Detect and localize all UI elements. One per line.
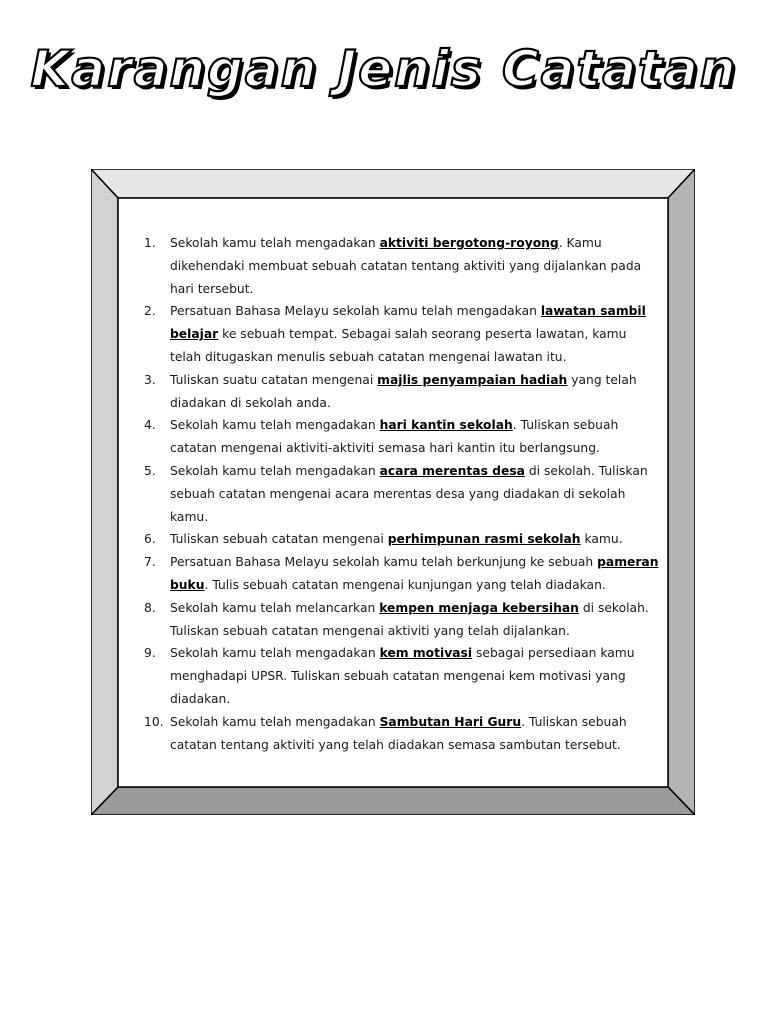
item-number: 2. xyxy=(144,304,156,319)
item-topic: kem motivasi xyxy=(379,646,473,661)
item-topic: lawatan sambil belajar xyxy=(170,304,646,342)
item-text-end: . Tuliskan sebuah catatan tentang aktiviti yang telah diadakan semasa sambutan tersebut. xyxy=(170,714,627,752)
item-text-end: di sekolah. Tuliskan sebuah catatan mengenai acara merentas desa yang diadakan di sekolah kamu. xyxy=(170,463,648,524)
list-item xyxy=(144,597,660,643)
list-item xyxy=(144,551,660,597)
item-text-end: kamu. xyxy=(580,532,623,547)
item-topic: kempen menjaga kebersihan xyxy=(379,600,579,615)
item-number: 5. xyxy=(144,463,156,478)
item-topic: perhimpunan rasmi sekolah xyxy=(387,532,581,547)
question-list xyxy=(144,232,660,756)
bevel-right xyxy=(668,169,695,815)
item-number: 3. xyxy=(144,372,156,387)
item-topic: majlis penyampaian hadiah xyxy=(377,372,568,387)
list-item xyxy=(144,414,660,460)
item-text: Sekolah kamu telah mengadakan xyxy=(170,714,380,729)
item-topic: hari kantin sekolah xyxy=(379,418,513,433)
item-number: 6. xyxy=(144,532,156,547)
item-text-end: . Tuliskan sebuah catatan mengenai aktiviti-aktiviti semasa hari kantin itu berlangsung. xyxy=(170,418,619,456)
bevel-top xyxy=(91,169,695,198)
item-text: Tuliskan sebuah catatan mengenai xyxy=(170,532,388,547)
item-text: Persatuan Bahasa Melayu sekolah kamu telah mengadakan xyxy=(170,304,541,319)
bevel-left xyxy=(91,169,118,815)
item-topic: Sambutan Hari Guru xyxy=(379,714,522,729)
item-text: Tuliskan suatu catatan mengenai xyxy=(170,372,378,387)
item-number: 8. xyxy=(144,600,156,615)
item-number: 1. xyxy=(144,236,156,250)
item-text-end: yang telah diadakan di sekolah anda. xyxy=(170,372,637,410)
list-item xyxy=(144,460,660,528)
list-item xyxy=(144,528,660,551)
page-title: Karangan Jenis Catatan xyxy=(30,40,738,98)
item-topic: aktiviti bergotong-royong xyxy=(379,236,559,250)
item-number: 10. xyxy=(144,714,164,729)
item-text: Sekolah kamu telah mengadakan xyxy=(170,418,380,433)
list-item xyxy=(144,642,660,710)
item-text: Sekolah kamu telah mengadakan xyxy=(170,646,380,661)
item-number: 4. xyxy=(144,418,156,433)
item-topic: pameran buku xyxy=(170,555,659,592)
item-text-end: . Kamu dikehendaki membuat sebuah catatan tentang aktiviti yang dijalankan pada hari tersebut. xyxy=(170,236,642,296)
item-number: 9. xyxy=(144,646,156,661)
item-text: Persatuan Bahasa Melayu sekolah kamu telah berkunjung ke sebuah xyxy=(170,555,598,570)
list-item xyxy=(144,369,660,415)
item-topic: acara merentas desa xyxy=(379,463,525,478)
item-text-end: di sekolah. Tuliskan sebuah catatan mengenai aktiviti yang telah dijalankan. xyxy=(170,600,649,638)
item-text: Sekolah kamu telah mengadakan xyxy=(170,236,380,250)
content-panel xyxy=(118,198,668,787)
item-text: Sekolah kamu telah melancarkan xyxy=(170,600,380,615)
list-item xyxy=(144,711,660,757)
item-number: 7. xyxy=(144,555,156,570)
item-text: Sekolah kamu telah mengadakan xyxy=(170,463,380,478)
item-text-end: . Tulis sebuah catatan mengenai kunjungan yang telah diadakan. xyxy=(204,577,606,592)
item-text-end: sebagai persediaan kamu menghadapi UPSR. Tuliskan sebuah catatan mengenai kem motivasi yang diadakan. xyxy=(170,646,635,706)
list-item xyxy=(144,300,660,368)
bevel-bottom xyxy=(91,787,695,815)
item-text-end: ke sebuah tempat. Sebagai salah seorang peserta lawatan, kamu telah ditugaskan menulis sebuah catatan mengenai lawatan itu. xyxy=(170,327,627,364)
list-item xyxy=(144,232,660,300)
